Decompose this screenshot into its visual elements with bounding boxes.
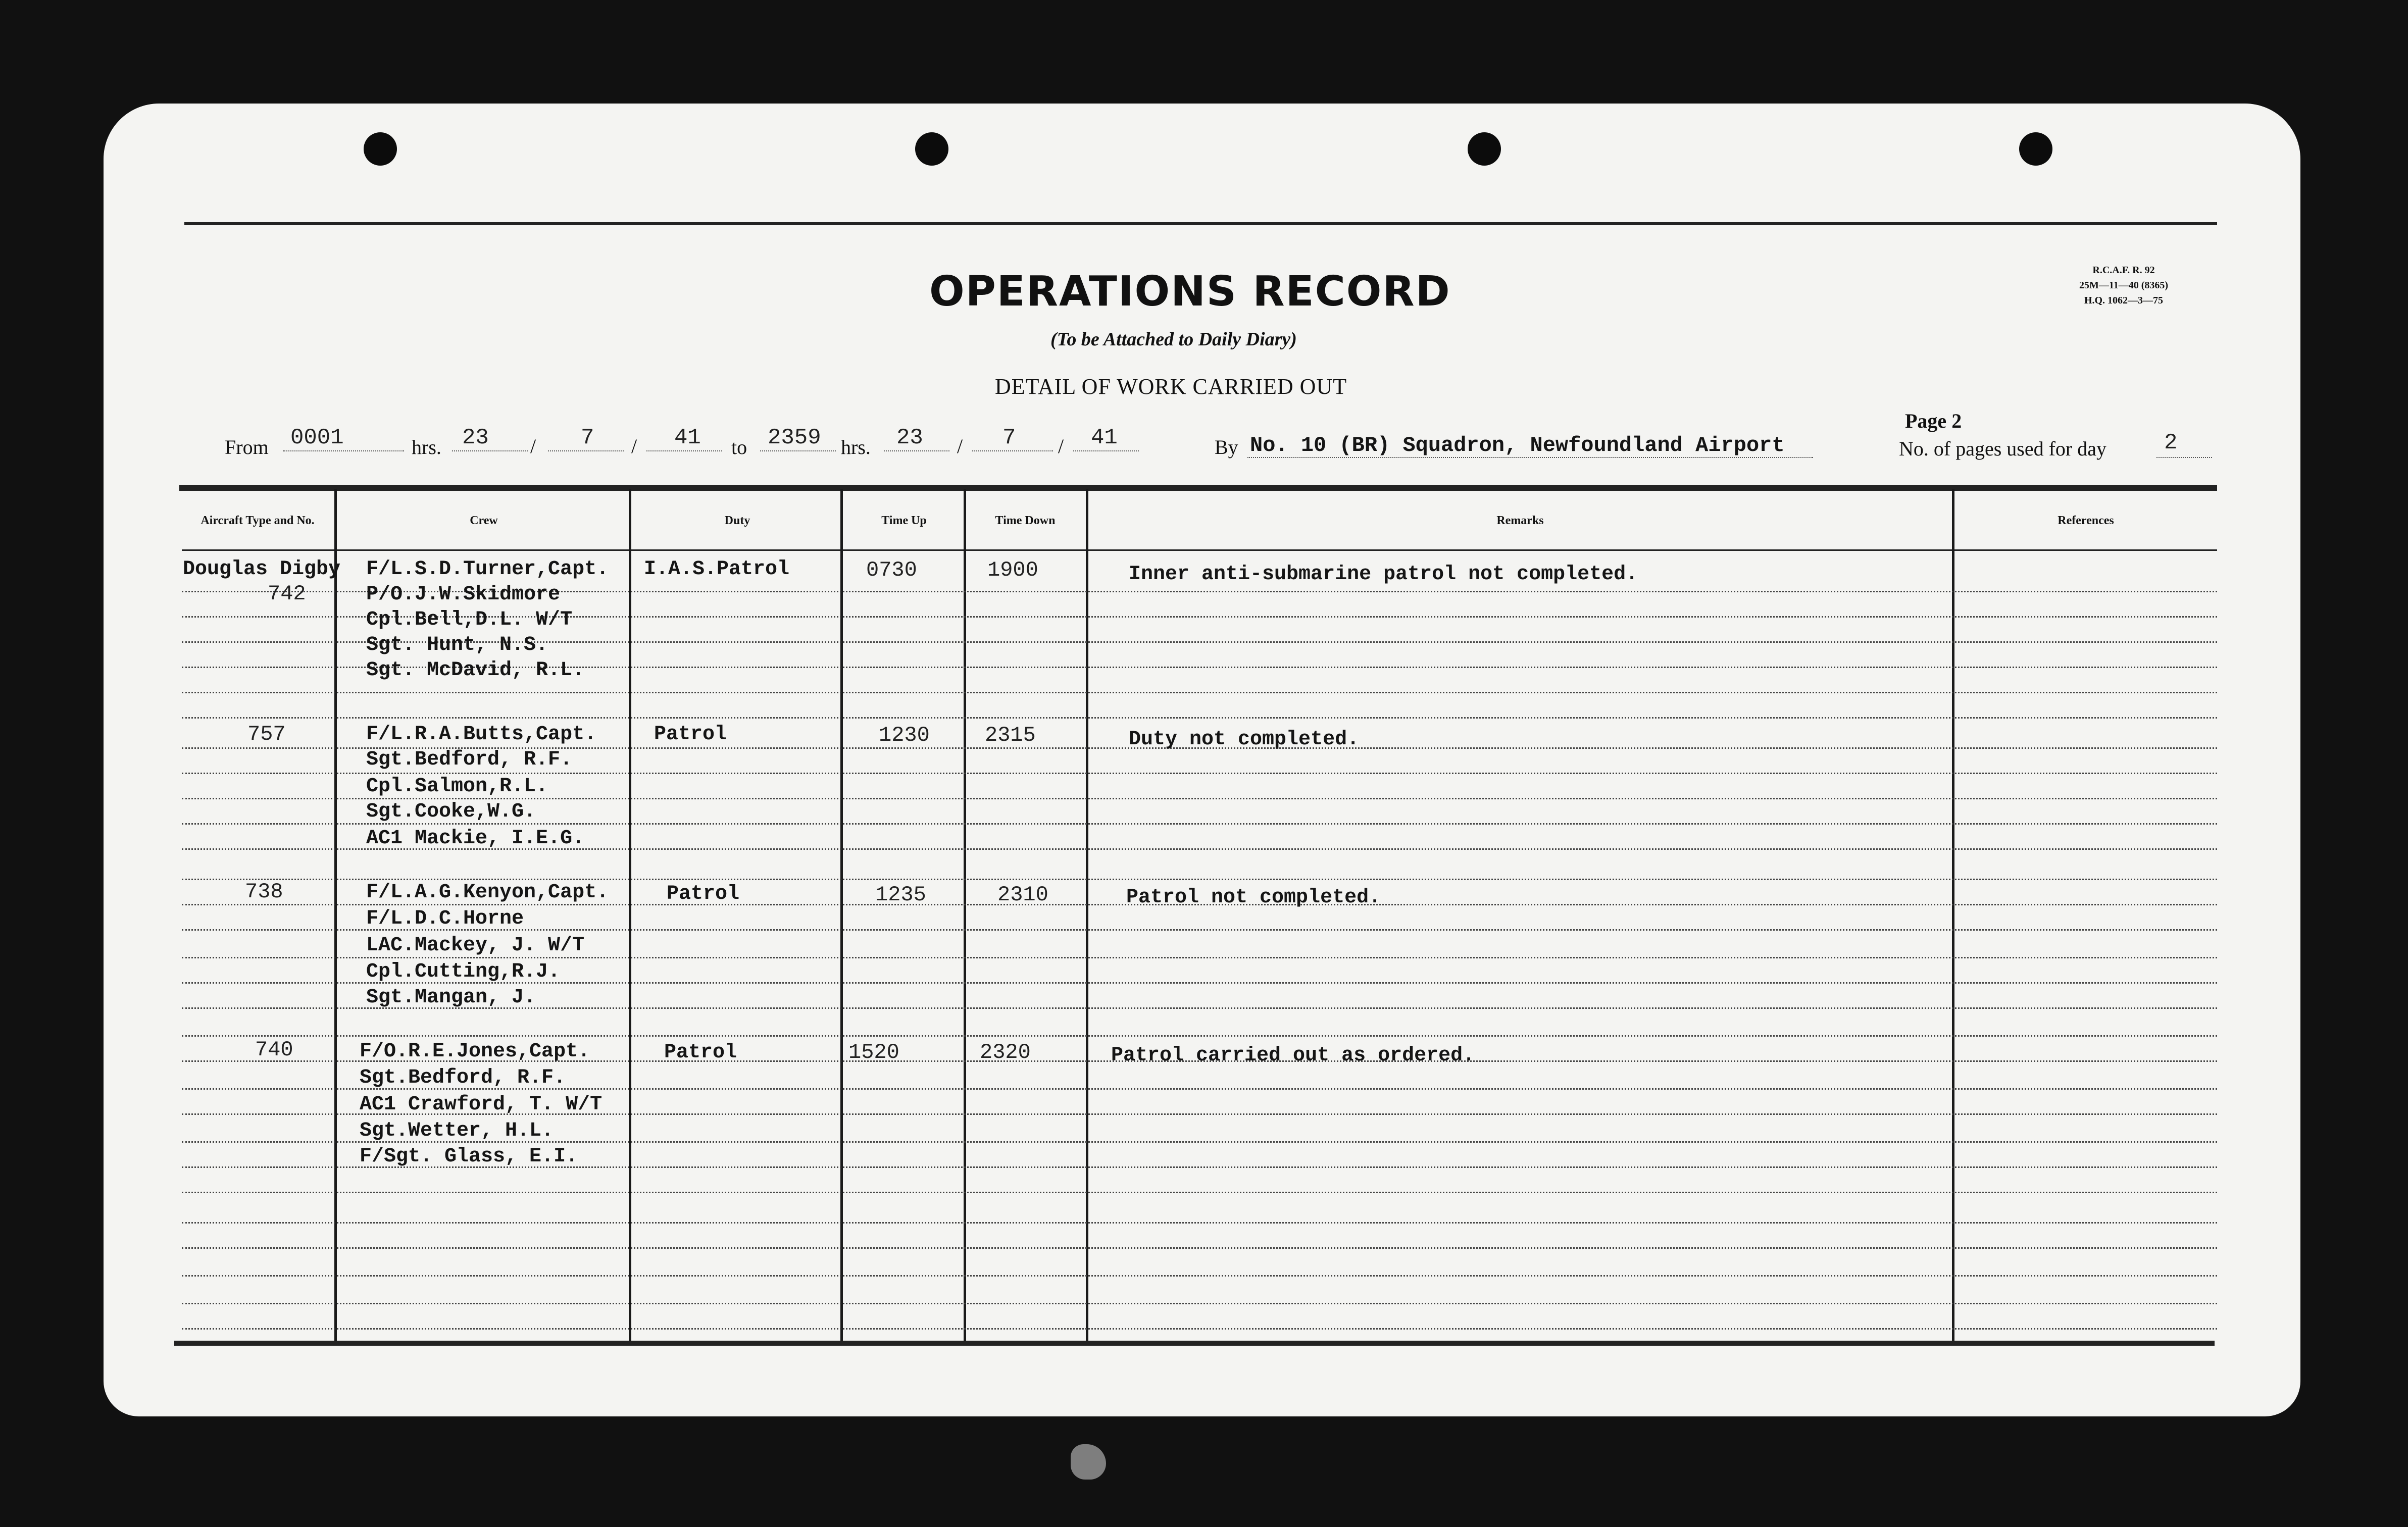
fill-line bbox=[452, 450, 528, 451]
to-time: 2359 bbox=[768, 425, 821, 450]
crew-member: AC1 Mackie, I.E.G. bbox=[366, 827, 585, 850]
column-header: Crew bbox=[470, 514, 498, 527]
ruled-line bbox=[182, 1192, 2217, 1193]
page-subtitle: (To be Attached to Daily Diary) bbox=[1050, 329, 1297, 350]
crew-member: Cpl.Bell,D.L. W/T bbox=[366, 608, 573, 631]
remarks: Inner anti-submarine patrol not completed. bbox=[1129, 563, 1638, 586]
aircraft-number: 742 bbox=[268, 582, 306, 606]
column-header: Time Up bbox=[881, 514, 927, 527]
hrs-label: hrs. bbox=[841, 436, 871, 459]
crew-member: F/O.R.E.Jones,Capt. bbox=[360, 1040, 590, 1063]
crew-member: F/L.S.D.Turner,Capt. bbox=[366, 558, 609, 581]
aircraft-type: Douglas Digby bbox=[183, 558, 341, 581]
table-bottom-rule bbox=[174, 1341, 2215, 1346]
crew-member: Sgt.Bedford, R.F. bbox=[366, 748, 573, 771]
to-day: 23 bbox=[896, 425, 923, 450]
remarks: Patrol not completed. bbox=[1126, 886, 1381, 909]
crew-member: AC1 Crawford, T. W/T bbox=[360, 1093, 603, 1116]
form-ref-line: R.C.A.F. R. 92 bbox=[2092, 265, 2155, 276]
crew-member: Sgt.Wetter, H.L. bbox=[360, 1119, 554, 1142]
ruled-line bbox=[182, 1035, 2217, 1037]
column-header: Remarks bbox=[1496, 514, 1544, 527]
crew-member: Cpl.Salmon,R.L. bbox=[366, 775, 548, 798]
form-ref-line: H.Q. 1062—3—75 bbox=[2084, 295, 2164, 306]
crew-member: F/L.D.C.Horne bbox=[366, 907, 524, 930]
fill-line bbox=[646, 450, 722, 451]
ruled-line bbox=[182, 717, 2217, 719]
to-month: 7 bbox=[1002, 425, 1016, 450]
fill-line bbox=[1247, 457, 1813, 458]
pages-used-value: 2 bbox=[2164, 430, 2178, 455]
to-year: 41 bbox=[1091, 425, 1118, 450]
crew-member: Sgt. McDavid, R.L. bbox=[366, 659, 585, 682]
to-label: to bbox=[731, 436, 747, 459]
fill-line bbox=[2156, 457, 2212, 458]
ruled-line bbox=[182, 1275, 2217, 1277]
from-year: 41 bbox=[674, 425, 701, 450]
unit-name: No. 10 (BR) Squadron, Newfoundland Airport bbox=[1250, 433, 1785, 457]
time-up: 1520 bbox=[848, 1040, 899, 1064]
fill-line bbox=[548, 450, 624, 451]
duty: Patrol bbox=[664, 1041, 737, 1064]
page-title: OPERATIONS RECORD bbox=[929, 268, 1451, 316]
fill-line bbox=[283, 450, 404, 451]
duty: Patrol bbox=[654, 723, 727, 746]
section-heading: DETAIL OF WORK CARRIED OUT bbox=[995, 374, 1347, 399]
from-time: 0001 bbox=[290, 425, 344, 450]
ruled-line bbox=[182, 1303, 2217, 1304]
ruled-line bbox=[182, 692, 2217, 693]
date-slash: / bbox=[631, 435, 637, 457]
ruled-line bbox=[182, 879, 2217, 880]
table-top-rule bbox=[179, 485, 2217, 491]
binder-hole bbox=[2019, 132, 2052, 166]
time-up: 1230 bbox=[879, 723, 930, 747]
crew-member: Sgt.Cooke,W.G. bbox=[366, 800, 536, 823]
fill-line bbox=[1073, 450, 1139, 451]
date-slash: / bbox=[957, 435, 963, 457]
from-month: 7 bbox=[581, 425, 594, 450]
by-label: By bbox=[1215, 436, 1238, 459]
crew-member: F/Sgt. Glass, E.I. bbox=[360, 1145, 578, 1168]
pages-used-label: No. of pages used for day bbox=[1899, 437, 2106, 460]
remarks: Patrol carried out as ordered. bbox=[1111, 1044, 1475, 1067]
time-down: 2315 bbox=[985, 723, 1036, 747]
crew-member: F/L.R.A.Butts,Capt. bbox=[366, 723, 597, 746]
time-down: 2310 bbox=[997, 883, 1048, 907]
ruled-line bbox=[182, 1247, 2217, 1249]
crew-member: LAC.Mackey, J. W/T bbox=[366, 934, 585, 957]
time-down: 1900 bbox=[987, 558, 1038, 582]
smudge-mark bbox=[1071, 1444, 1106, 1480]
time-up: 1235 bbox=[875, 883, 926, 907]
from-label: From bbox=[225, 436, 269, 459]
column-header: References bbox=[2058, 514, 2114, 527]
fill-line bbox=[760, 450, 836, 451]
ruled-line bbox=[182, 798, 2217, 799]
crew-member: F/L.A.G.Kenyon,Capt. bbox=[366, 881, 609, 904]
date-slash: / bbox=[530, 435, 536, 457]
ruled-line bbox=[182, 823, 2217, 825]
fill-line bbox=[972, 450, 1053, 451]
form-reference bbox=[2061, 263, 2187, 308]
form-ref-line: 25M—11—40 (8365) bbox=[2079, 280, 2169, 291]
time-down: 2320 bbox=[980, 1040, 1031, 1064]
ruled-line bbox=[182, 1222, 2217, 1224]
duty: I.A.S.Patrol bbox=[644, 558, 790, 581]
crew-member: P/O.J.W.Skidmore bbox=[366, 583, 561, 606]
ruled-line bbox=[182, 773, 2217, 774]
column-header: Time Down bbox=[995, 514, 1056, 527]
ruled-line bbox=[182, 957, 2217, 958]
column-header: Aircraft Type and No. bbox=[200, 514, 315, 527]
crew-member: Sgt.Bedford, R.F. bbox=[360, 1066, 566, 1089]
crew-member: Cpl.Cutting,R.J. bbox=[366, 960, 561, 983]
aircraft-number: 740 bbox=[255, 1038, 293, 1062]
duty: Patrol bbox=[667, 883, 740, 905]
hrs-label: hrs. bbox=[412, 436, 441, 459]
column-header: Duty bbox=[724, 514, 750, 527]
binder-hole bbox=[364, 132, 397, 166]
page-number: Page 2 bbox=[1905, 410, 1962, 432]
remarks: Duty not completed. bbox=[1129, 728, 1360, 751]
binder-hole bbox=[1468, 132, 1501, 166]
time-up: 0730 bbox=[866, 558, 917, 582]
from-day: 23 bbox=[462, 425, 489, 450]
aircraft-number: 757 bbox=[247, 722, 286, 746]
binder-hole bbox=[915, 132, 948, 166]
crew-member: Sgt. Hunt, N.S. bbox=[366, 634, 548, 656]
ruled-line bbox=[182, 1328, 2217, 1330]
crew-member: Sgt.Mangan, J. bbox=[366, 986, 536, 1009]
date-slash: / bbox=[1058, 435, 1064, 457]
fill-line bbox=[884, 450, 949, 451]
header-bottom-rule bbox=[182, 549, 2217, 551]
top-rule bbox=[184, 222, 2217, 225]
aircraft-number: 738 bbox=[245, 880, 283, 904]
